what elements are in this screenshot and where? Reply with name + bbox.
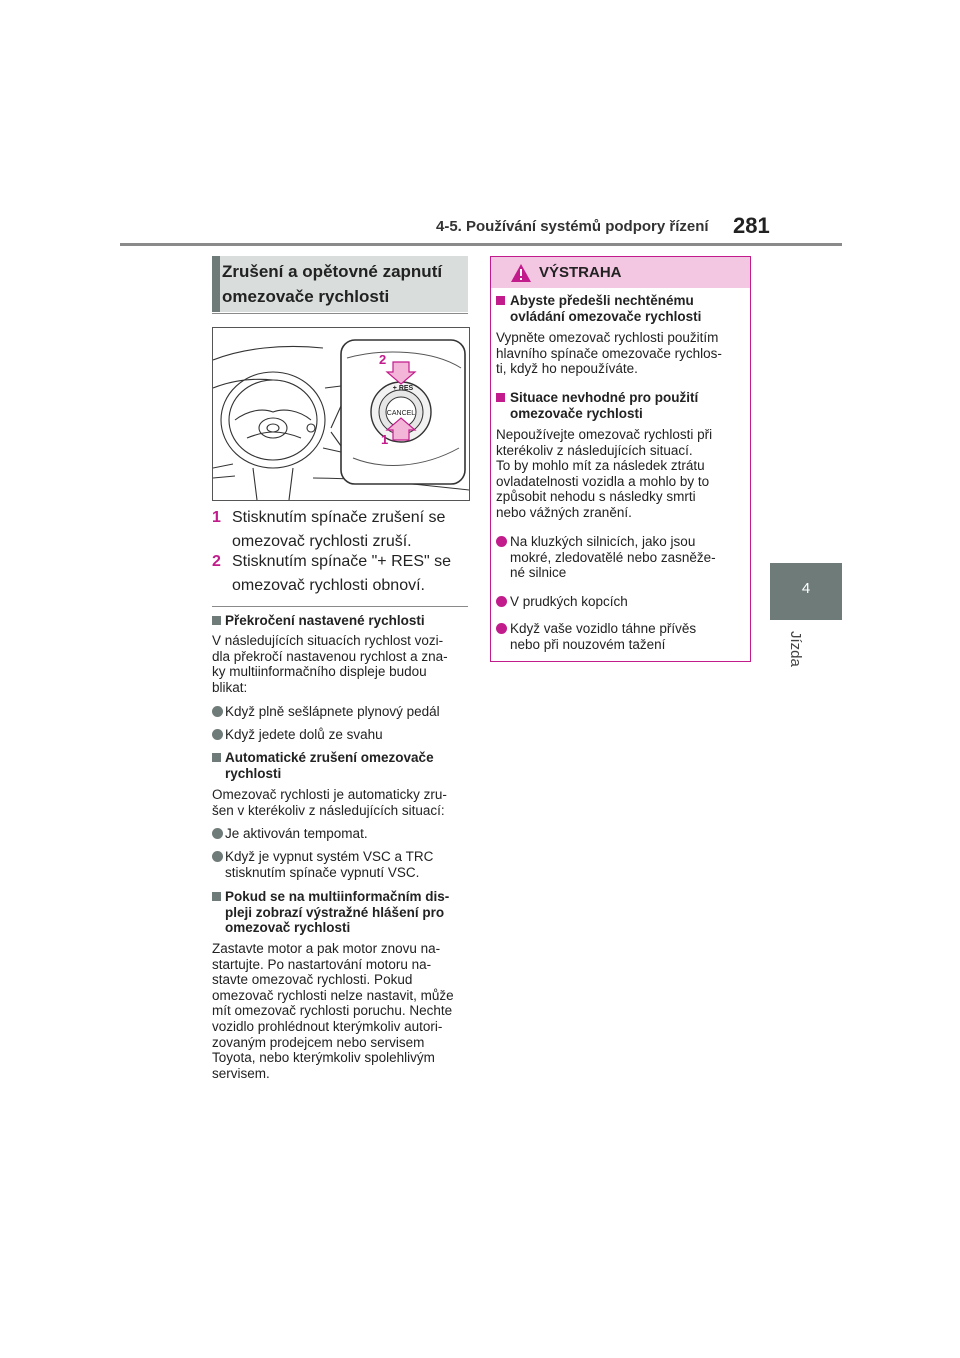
list-item (496, 594, 744, 610)
step-number: 1 (212, 509, 221, 526)
list-item (212, 704, 470, 720)
step-text-line: omezovač rychlosti zruší. (232, 533, 412, 550)
square-bullet-icon (496, 393, 505, 402)
note-body-line: blikat: (212, 679, 248, 695)
warning-header (491, 257, 750, 288)
list-item (212, 826, 470, 842)
step-text-line: omezovač rychlosti obnoví. (232, 577, 425, 594)
warning-body-line: ti, když ho nepoužíváte. (496, 361, 638, 377)
res-label: + RES (392, 385, 414, 392)
warning-item-heading (496, 293, 744, 324)
section-heading-bar (212, 256, 220, 312)
list-item-text: Když plně sešlápnete plynový pedál (225, 704, 440, 719)
note-body-line: mít omezovač rychlosti poruchu. Nechte (212, 1003, 453, 1019)
list-item (496, 534, 744, 581)
round-bullet-icon (496, 536, 507, 547)
note-body-line: šen v kterékoliv z následujících situací: (212, 802, 445, 818)
chapter-tab-label-text: Jízda (787, 631, 804, 667)
warning-body-line: hlavního spínače omezovače rychlos- (496, 345, 722, 361)
warning-item-body (496, 427, 744, 521)
warning-body-line: Nepoužívejte omezovač rychlosti při (496, 427, 713, 442)
page-number: 281 (733, 213, 770, 238)
list-item-text: Na kluzkých silnicích, jako jsou (510, 534, 696, 549)
warning-body-line: ovladatelnosti vozidla a mohlo by to (496, 473, 710, 489)
callout-1: 1 (381, 432, 389, 447)
list-item-text: mokré, zledovatělé nebo zasněže- (510, 549, 716, 565)
note-body-line: Zastavte motor a pak motor znovu na- (212, 941, 441, 956)
warning-heading-text: omezovače rychlosti (510, 405, 643, 421)
cancel-label: CANCEL (386, 410, 416, 417)
section-title-line1: Zrušení a opětovné zapnutí (222, 262, 443, 281)
list-item-text: Je aktivován tempomat. (225, 826, 368, 841)
chapter-title: 4-5. Používání systémů podpory řízení (436, 218, 709, 235)
steering-wheel-illustration (212, 327, 470, 501)
note-body-line: vozidlo prohlédnout kterýmkoliv autori- (212, 1018, 443, 1034)
note-heading-text: pleji zobrazí výstražné hlášení pro (225, 904, 445, 920)
warning-body-line: Vypněte omezovač rychlosti použitím (496, 330, 719, 345)
chapter-tab-number: 4 (801, 580, 811, 597)
list-item-text: Když jedete dolů ze svahu (225, 727, 383, 742)
warning-title: VÝSTRAHA (539, 264, 622, 281)
header-rule (120, 243, 842, 246)
list-item-text: stisknutím spínače vypnutí VSC. (225, 864, 420, 880)
list-item (212, 727, 470, 743)
list-item (212, 849, 470, 880)
round-bullet-icon (496, 623, 507, 634)
square-bullet-icon (496, 296, 505, 305)
list-item-text: Když je vypnut systém VSC a TRC (225, 849, 434, 864)
warning-body-line: způsobit nehodu s následky smrti (496, 489, 696, 505)
round-bullet-icon (212, 729, 223, 740)
list-item-text: V prudkých kopcích (510, 594, 628, 609)
list-item-text: nebo při nouzovém tažení (510, 636, 666, 652)
cruise-switch-small (307, 424, 315, 432)
step-text-line: Stisknutím spínače zrušení se (232, 509, 446, 526)
square-bullet-icon (212, 616, 221, 625)
note-heading (212, 750, 470, 781)
steering-wheel-hub (259, 418, 287, 438)
note-body-line: zovaným prodejcem nebo servisem (212, 1034, 425, 1050)
warning-heading-text: Abyste předešli nechtěnému (510, 293, 694, 308)
note-heading-text: rychlosti (225, 765, 282, 781)
warning-item-heading (496, 390, 744, 421)
note-body-line: V následujících situacích rychlost vozi- (212, 633, 444, 648)
step-text-line: Stisknutím spínače "+ RES" se (232, 553, 452, 570)
warning-body-line: kterékoliv z následujících situací. (496, 442, 693, 458)
warning-item-body (496, 330, 744, 377)
list-item-text: né silnice (510, 565, 567, 581)
note-body-line: dla překročí nastavenou rychlost a zna- (212, 648, 448, 664)
dashboard-line (213, 347, 323, 361)
note-body (212, 941, 470, 1081)
warning-heading-text: ovládání omezovače rychlosti (510, 308, 702, 324)
round-bullet-icon (496, 596, 507, 607)
square-bullet-icon (212, 892, 221, 901)
chapter-tab-label (772, 625, 812, 685)
note-heading (212, 889, 470, 936)
note-body-line: servisem. (212, 1065, 270, 1081)
note-body-line: omezovač rychlosti nelze nastavit, může (212, 987, 454, 1003)
note-heading-text: omezovač rychlosti (225, 920, 351, 936)
section-heading (212, 256, 468, 312)
note-heading-text: Automatické zrušení omezovače (225, 750, 434, 765)
note-body-line: Omezovač rychlosti je automaticky zru- (212, 787, 447, 802)
warning-body-line: To by mohlo mít za následek ztrátu (496, 458, 705, 474)
note-body (212, 633, 470, 695)
step-number: 2 (212, 553, 221, 570)
section-title-line2: omezovače rychlosti (222, 287, 390, 306)
steering-wheel-drawing (213, 328, 469, 500)
warning-triangle-icon (510, 263, 532, 283)
note-body-line: stavte omezovač rychlosti. Pokud (212, 972, 413, 988)
list-item (496, 621, 744, 652)
note-heading-text: Překročení nastavené rychlosti (225, 613, 425, 628)
steering-wheel-rim (221, 372, 325, 468)
list-item-text: Když vaše vozidlo táhne přívěs (510, 621, 697, 636)
round-bullet-icon (212, 851, 223, 862)
section-heading-text (222, 259, 468, 309)
note-heading (212, 613, 470, 629)
round-bullet-icon (212, 706, 223, 717)
warning-box (490, 256, 751, 662)
note-heading-text: Pokud se na multiinformačním dis- (225, 889, 450, 904)
note-body-line: Toyota, nebo kterýmkoliv spolehlivým (212, 1050, 435, 1066)
note-body (212, 787, 470, 818)
notes-rule (212, 606, 468, 607)
square-bullet-icon (212, 753, 221, 762)
note-body-line: ky multiinformačního displeje budou (212, 664, 427, 680)
round-bullet-icon (212, 828, 223, 839)
warning-heading-text: Situace nevhodné pro použití (510, 390, 699, 405)
callout-2: 2 (379, 352, 387, 367)
section-rule (212, 313, 468, 314)
warning-body-line: nebo vážných zranění. (496, 504, 632, 520)
note-body-line: startujte. Po nastartování motoru na- (212, 956, 432, 972)
